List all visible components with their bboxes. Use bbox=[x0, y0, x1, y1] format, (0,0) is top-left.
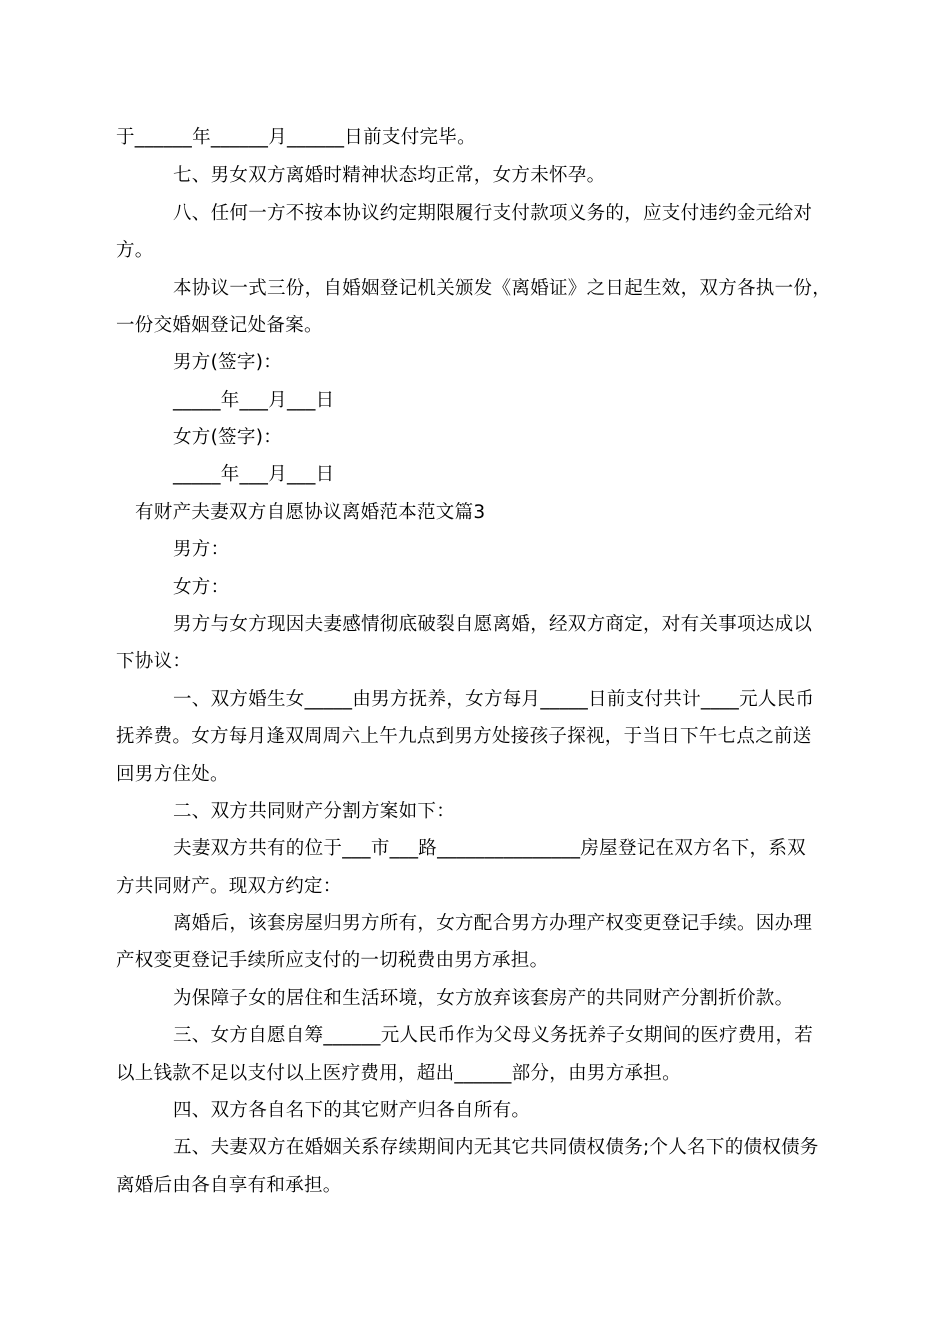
agreement-copies: 本协议一式三份，自婚姻登记机关颁发《离婚证》之日起生效，双方各执一份， bbox=[173, 278, 832, 299]
clause-one-cont-2: 回男方住处。 bbox=[116, 764, 229, 785]
children-environment-paragraph: 为保障子女的居住和生活环境，女方放弃该套房产的共同财产分割折价款。 bbox=[173, 988, 794, 1009]
intro-paragraph-cont: 下协议： bbox=[116, 651, 192, 672]
house-paragraph-cont: 产权变更登记手续所应支付的一切税费由男方承担。 bbox=[116, 950, 549, 971]
clause-seven: 七、男女双方离婚时精神状态均正常，女方未怀孕。 bbox=[173, 165, 606, 186]
house-paragraph: 离婚后，该套房屋归男方所有，女方配合男方办理产权变更登记手续。因办理 bbox=[173, 913, 813, 934]
clause-eight-cont: 方。 bbox=[116, 240, 154, 261]
female-signature-date: _____年___月___日 bbox=[173, 464, 335, 485]
agreement-copies-cont: 一份交婚姻登记处备案。 bbox=[116, 315, 323, 336]
clause-four: 四、双方各自名下的其它财产归各自所有。 bbox=[173, 1100, 531, 1121]
clause-two: 二、双方共同财产分割方案如下： bbox=[173, 801, 456, 822]
payment-deadline-line: 于______年______月______日前支付完毕。 bbox=[116, 127, 476, 148]
intro-paragraph: 男方与女方现因夫妻感情彻底破裂自愿离婚，经双方商定，对有关事项达成以 bbox=[173, 614, 813, 635]
clause-three: 三、女方自愿自筹______元人民币作为父母义务抚养子女期间的医疗费用，若 bbox=[173, 1025, 814, 1046]
section-heading: 有财产夫妻双方自愿协议离婚范本范文篇3 bbox=[135, 502, 486, 523]
property-paragraph: 夫妻双方共有的位于___市___路_______________房屋登记在双方名下，系双 bbox=[173, 838, 806, 859]
male-party: 男方： bbox=[173, 539, 230, 560]
male-signature-date: _____年___月___日 bbox=[173, 390, 335, 411]
clause-five-cont: 离婚后由各自享有和承担。 bbox=[116, 1175, 342, 1196]
clause-eight: 八、任何一方不按本协议约定期限履行支付款项义务的，应支付违约金元给对 bbox=[173, 203, 813, 224]
clause-five: 五、夫妻双方在婚姻关系存续期间内无其它共同债权债务;个人名下的债权债务 bbox=[173, 1137, 819, 1158]
property-paragraph-cont: 方共同财产。现双方约定： bbox=[116, 876, 342, 897]
clause-one-cont-1: 抚养费。女方每月逢双周周六上午九点到男方处接孩子探视，于当日下午七点之前送 bbox=[116, 726, 812, 747]
male-signature-label: 男方(签字)： bbox=[173, 352, 283, 373]
female-signature-label: 女方(签字)： bbox=[173, 427, 283, 448]
female-party: 女方： bbox=[173, 577, 230, 598]
clause-one: 一、双方婚生女_____由男方抚养，女方每月_____日前支付共计____元人民币 bbox=[173, 689, 815, 710]
clause-three-cont: 以上钱款不足以支付以上医疗费用，超出______部分，由男方承担。 bbox=[116, 1063, 681, 1084]
